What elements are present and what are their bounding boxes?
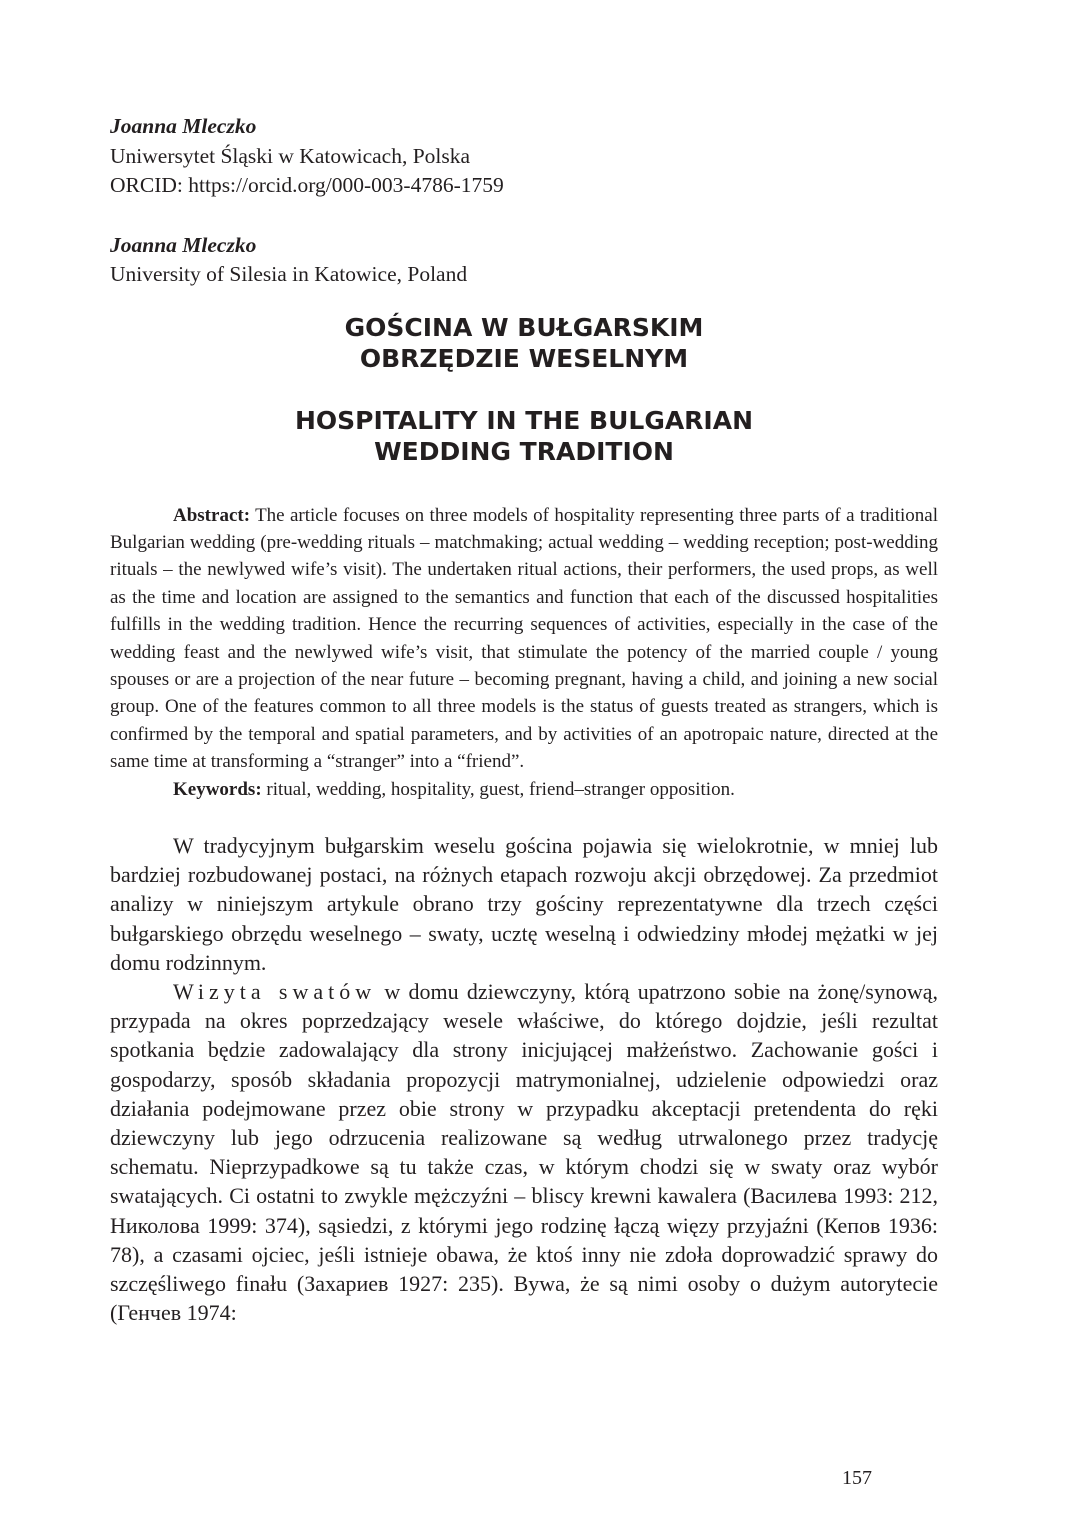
author-block-en bbox=[110, 231, 938, 290]
page-content bbox=[110, 112, 938, 1327]
abstract-label: Abstract: bbox=[173, 504, 251, 526]
author-orcid: ORCID: https://orcid.org/000-003-4786-1759 bbox=[110, 173, 504, 197]
author-block-pl bbox=[110, 112, 938, 201]
author-affiliation: University of Silesia in Katowice, Poland bbox=[110, 262, 468, 286]
title-line: GOŚCINA W BUŁGARSKIM bbox=[344, 312, 704, 342]
keywords-label: Keywords: bbox=[173, 778, 262, 800]
keywords-paragraph bbox=[110, 776, 938, 803]
title-line: WEDDING TRADITION bbox=[374, 436, 674, 466]
author-name: Joanna Mleczko bbox=[110, 114, 257, 138]
title-line: OBRZĘDZIE WESELNYM bbox=[359, 343, 689, 373]
keywords-text: ritual, wedding, hospitality, guest, friend–stranger opposition. bbox=[266, 778, 735, 800]
spaced-emphasis: Wizyta swatów bbox=[173, 978, 377, 1004]
page-number: 157 bbox=[842, 1467, 872, 1489]
body-text bbox=[110, 831, 938, 1327]
body-paragraph: W tradycyjnym bułgarskim weselu gościna pojawia się wielokrotnie, w mniej lub bardziej rozbudowanej postaci, na różnych etapach rozwoju akcji obrzędowej. Za przedmiot analizy w niniejszym artykule obrano trzy gościny reprezentatywne dla trzech części bułgarskiego obrzędu weselnego – swaty, ucztę weselną i odwiedziny młodej mężatki w jej domu rodzinnym. bbox=[110, 832, 938, 975]
author-name: Joanna Mleczko bbox=[110, 232, 257, 257]
body-paragraph-text: w domu dziewczyny, którą upatrzono sobie na żonę/synową, przypada na okres poprzedzający wesele właściwe, do którego dojdzie, jeśli rezultat spotkania będzie zadowalający dla strony inicjującej małżeństwo. Zachowanie gości i gospodarzy, sposób składania propozycji matrymonialnej, udzielenie odpowiedzi oraz działania podejmowane przez obie strony w przypadku akceptacji pretendenta do ręki dziewczyny lub jego odrzucenia realizowane są według utrwalonego przez tradycję schematu. Nieprzypadkowe są tu także czas, w którym chodzi się w swaty oraz wybór swatających. Ci ostatni to zwykle mężczyźni – bliscy krewni kawalera (Василева 1993: 212, Николова 1999: 374), sąsiedzi, z którymi jego rodzinę łączą więzy przyjaźni (Кепов 1936: 78), a czasami ojciec, jeśli istnieje obawa, że ktoś inny nie zdoła doprowadzić sprawy do szczęśliwego finału (Захариев 1927: 235). Bywa, że są nimi osoby o dużym autorytecie (Генчев 1974: bbox=[110, 978, 939, 1326]
body-paragraph bbox=[110, 977, 938, 1327]
title-english bbox=[110, 405, 938, 467]
author-affiliation: Uniwersytet Śląski w Katowicach, Polska bbox=[110, 143, 471, 168]
abstract-paragraph bbox=[110, 502, 938, 776]
abstract-text: The article focuses on three models of hospitality representing three parts of a traditional Bulgarian wedding (pre-wedding rituals – matchmaking; actual wedding – wedding reception; post-wedding rituals – the newlywed wife’s visit). The undertaken ritual actions, their performers, the used props, as well as the time and location are assigned to the semantics and function that each of the discussed hospitalities fulfills in the wedding tradition. Hence the recurring sequences of activities, especially in the case of the wedding feast and the newlywed wife’s visit, that stimulate the potency of the married couple / young spouses or are a projection of the near future – becoming pregnant, having a child, and joining a new social group. One of the features common to all three models is the status of guests treated as strangers, which is confirmed by the temporal and spatial parameters, and by activities of an apotropaic nature, directed at the same time at transforming a “stranger” into a “friend”. bbox=[110, 504, 938, 773]
title-line: HOSPITALITY IN THE BULGARIAN bbox=[294, 405, 754, 435]
abstract-section bbox=[110, 502, 938, 803]
title-polish bbox=[110, 312, 938, 374]
